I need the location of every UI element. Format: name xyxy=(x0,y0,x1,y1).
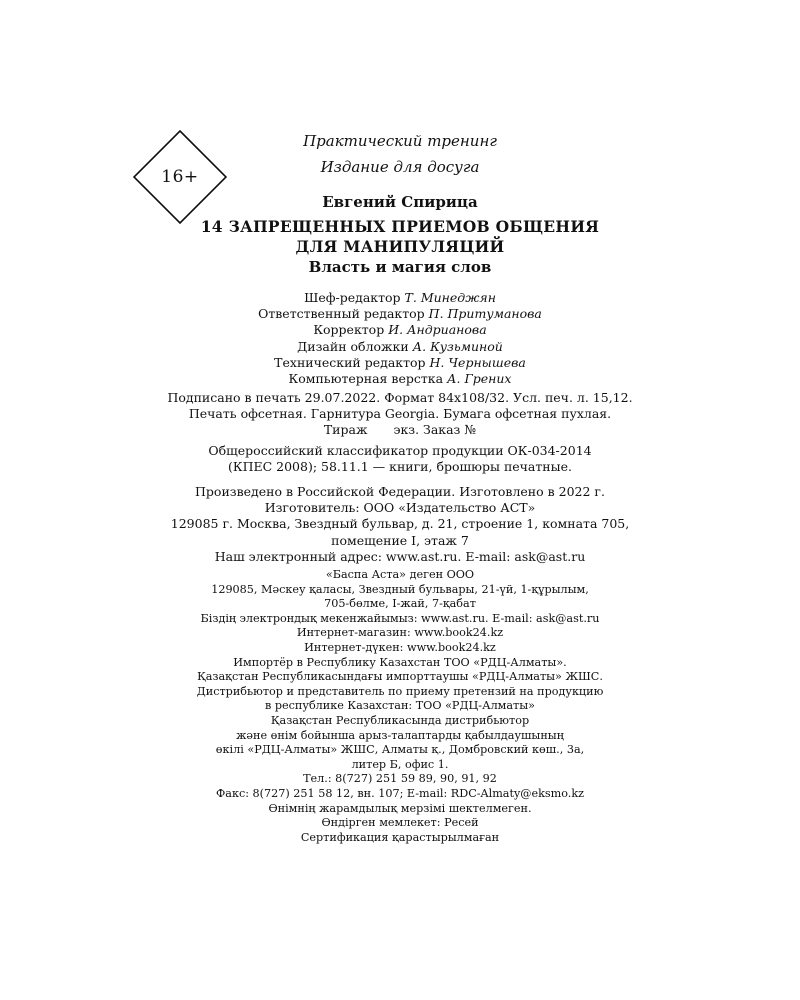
print-info-block xyxy=(110,390,690,439)
credit-role: Технический редактор xyxy=(274,354,426,370)
credit-line xyxy=(110,306,690,322)
kz-line: в республике Казахстан: ТОО «РДЦ-Алматы» xyxy=(265,699,535,713)
credit-line xyxy=(110,339,690,355)
kz-line: «Баспа Аста» деген ООО xyxy=(325,568,475,581)
credits-block xyxy=(110,290,690,387)
kz-line: Өндірген мемлекет: Ресей xyxy=(321,816,479,830)
title-line-1: 14 ЗАПРЕЩЕННЫХ ПРИЕМОВ ОБЩЕНИЯ xyxy=(200,217,600,236)
credit-name: П. Притуманова xyxy=(428,306,542,322)
kz-line: Қазақстан Республикасындағы импорттаушы «РДЦ-Алматы» ЖШС. xyxy=(197,670,603,684)
credit-name: Н. Чернышева xyxy=(429,354,526,370)
title-line-2: ДЛЯ МАНИПУЛЯЦИЙ xyxy=(295,237,505,256)
series-line-1: Практический тренинг xyxy=(303,132,497,150)
producer-line-2: Изготовитель: ООО «Издательство АСТ» xyxy=(264,500,536,516)
credit-line xyxy=(110,371,690,387)
series-block xyxy=(110,128,690,180)
book-subtitle: Власть и магия слов xyxy=(308,258,492,276)
producer-line-4: помещение I, этаж 7 xyxy=(331,532,469,548)
producer-line-5: Наш электронный адрес: www.ast.ru. E-mail: ask@ast.ru xyxy=(214,548,586,564)
credit-role: Ответственный редактор xyxy=(258,306,425,322)
credit-line xyxy=(110,290,690,306)
age-rating-label: 16+ xyxy=(161,167,199,187)
classifier-line-1: Общероссийский классификатор продукции ОК-034-2014 xyxy=(208,443,592,458)
credit-line xyxy=(110,322,690,338)
kz-line: және өнім бойынша арыз-талаптарды қабылдаушының xyxy=(236,728,564,742)
kz-line: Біздің электрондық мекенжайымыз: www.ast.ru. E-mail: ask@ast.ru xyxy=(200,611,600,625)
credit-name: А. Грених xyxy=(447,371,512,387)
credit-role: Дизайн обложки xyxy=(297,338,409,354)
kz-line: Дистрибьютор и представитель по приему претензий на продукцию xyxy=(196,684,604,698)
kz-line: Факс: 8(727) 251 58 12, вн. 107; E-mail: RDC-Almaty@eksmo.kz xyxy=(216,786,584,800)
kz-line: Өнімнің жарамдылық мерзімі шектелмеген. xyxy=(268,801,532,815)
kz-line: Сертификация қарастырылмаған xyxy=(300,830,500,844)
credit-name: Т. Минеджян xyxy=(404,290,496,305)
kz-line: Импортёр в Республику Казахстан ТОО «РДЦ-Алматы». xyxy=(233,655,567,669)
credit-role: Шеф-редактор xyxy=(304,290,401,305)
producer-line-1: Произведено в Российской Федерации. Изготовлено в 2022 г. xyxy=(195,484,605,499)
kz-line: Интернет-магазин: www.book24.kz xyxy=(296,626,504,640)
kz-line: Қазақстан Республикасында дистрибьютор xyxy=(270,713,530,727)
print-info-line-1: Подписано в печать 29.07.2022. Формат 84х108/32. Усл. печ. л. 15,12. xyxy=(167,390,633,405)
print-info-line-2: Печать офсетная. Гарнитура Georgia. Бумага офсетная пухлая. xyxy=(188,406,612,422)
credit-name: А. Кузьминой xyxy=(412,338,503,354)
kz-line: литер Б, офис 1. xyxy=(351,757,449,771)
kz-line: Тел.: 8(727) 251 59 89, 90, 91, 92 xyxy=(303,772,497,786)
credit-line xyxy=(110,355,690,371)
producer-line-3: 129085 г. Москва, Звездный бульвар, д. 21, строение 1, комната 705, xyxy=(170,516,630,532)
credit-role: Корректор xyxy=(313,322,385,338)
kz-line: өкілі «РДЦ-Алматы» ЖШС, Алматы қ., Домбровский көш., 3а, xyxy=(215,743,585,757)
tirage-label: Тираж xyxy=(323,422,368,438)
print-run-line xyxy=(110,422,690,438)
credit-role: Компьютерная верстка xyxy=(288,371,444,387)
producer-block xyxy=(110,484,690,565)
book-title xyxy=(110,217,690,257)
order-label: экз. Заказ № xyxy=(393,422,477,438)
kazakhstan-info-block xyxy=(110,568,690,845)
series-line-2: Издание для досуга xyxy=(320,158,480,176)
classifier-line-2: (КПЕС 2008); 58.11.1 — книги, брошюры печатные. xyxy=(228,459,572,475)
kz-line: 705-бөлме, I-жай, 7-қабат xyxy=(324,597,476,611)
credit-name: И. Андрианова xyxy=(388,322,487,338)
classifier-block xyxy=(110,443,690,475)
kz-line: Интернет-дүкен: www.book24.kz xyxy=(304,640,496,654)
author-name: Евгений Спирица xyxy=(322,193,478,211)
kz-line: 129085, Мәскеу қаласы, Звездный бульвары, 21-үй, 1-құрылым, xyxy=(211,582,589,596)
